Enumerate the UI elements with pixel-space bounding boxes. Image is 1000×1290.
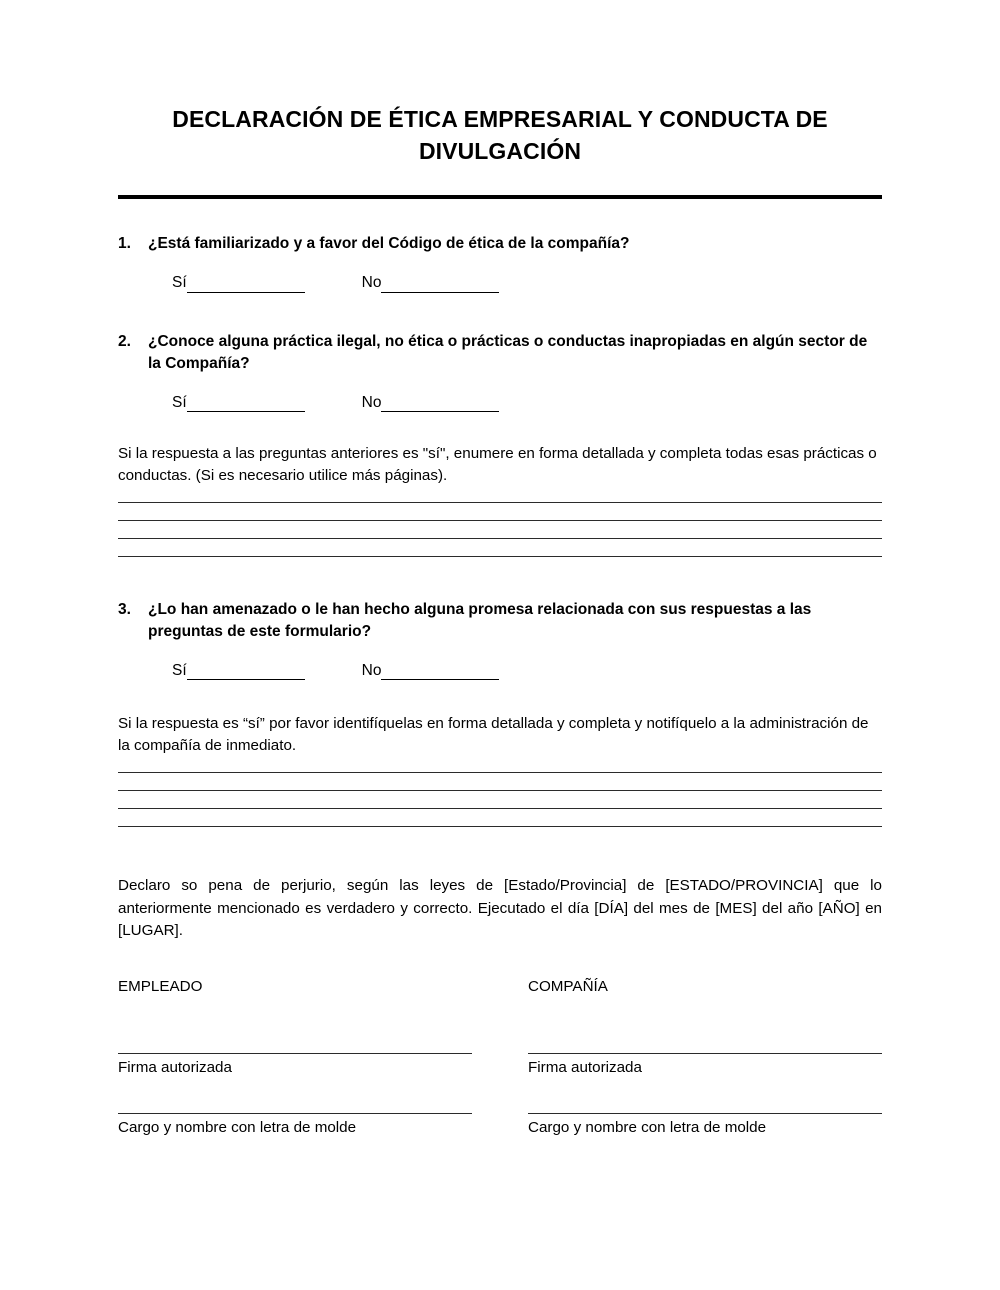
- company-title-slot[interactable]: [528, 1113, 882, 1138]
- answer-yes-label-1: Sí: [172, 274, 187, 292]
- answer-line[interactable]: [118, 772, 882, 773]
- question-2-text: ¿Conoce alguna práctica ilegal, no ética o prácticas o conductas inapropiadas en algún sector de la Compañía?: [148, 332, 868, 372]
- instruction-after-question-2: Si la respuesta a las preguntas anteriores es "sí", enumere en forma detallada y completa todas esas prácticas o conductas. (Si es necesario utilice más páginas).: [118, 444, 877, 484]
- signature-area: [118, 977, 882, 1138]
- answer-lines-section-1: [118, 502, 882, 557]
- employee-signature-caption: Firma autorizada: [118, 1058, 232, 1076]
- question-2-number: 2.: [118, 332, 131, 350]
- answer-line[interactable]: [118, 808, 882, 809]
- question-3: [118, 599, 882, 643]
- question-3-text: ¿Lo han amenazado o le han hecho alguna promesa relacionada con sus respuestas a las preguntas de este formulario?: [148, 601, 812, 640]
- question-1-number: 1.: [118, 235, 131, 253]
- question-2: [118, 331, 882, 375]
- employee-title-caption: Cargo y nombre con letra de molde: [118, 1119, 357, 1137]
- answer-no-3[interactable]: [362, 661, 500, 681]
- answer-no-blank-1[interactable]: [381, 277, 499, 293]
- answer-no-blank-3[interactable]: [381, 664, 499, 680]
- answer-line[interactable]: [118, 502, 882, 503]
- answer-yes-blank-3[interactable]: [187, 664, 305, 680]
- question-3-number: 3.: [118, 601, 131, 618]
- question-1: [118, 233, 882, 255]
- answer-no-label-3: No: [361, 662, 382, 679]
- question-1-text: ¿Está familiarizado y a favor del Código de ética de la compañía?: [148, 235, 630, 253]
- answer-no-2[interactable]: [362, 393, 500, 413]
- page-title: DECLARACIÓN DE ÉTICA EMPRESARIAL Y CONDUCTA DE DIVULGACIÓN: [172, 106, 828, 164]
- answer-no-blank-2[interactable]: [381, 396, 499, 412]
- answer-line[interactable]: [118, 538, 882, 539]
- answer-yes-blank-1[interactable]: [187, 277, 305, 293]
- company-heading: COMPAÑÍA: [528, 977, 608, 995]
- answer-no-1[interactable]: [362, 273, 500, 293]
- answer-yes-blank-2[interactable]: [187, 396, 305, 412]
- company-signature-caption: Firma autorizada: [528, 1058, 642, 1076]
- declaration-paragraph: Declaro so pena de perjurio, según las leyes de [Estado/Provincia] de [ESTADO/PROVINCIA] que lo anteriormente mencionado es verdadero y correcto. Ejecutado el día [DÍA] del mes de [MES] del año [AÑO] en [LUGAR].: [118, 877, 882, 940]
- employee-heading: EMPLEADO: [118, 977, 203, 995]
- answer-yes-2[interactable]: [172, 393, 305, 413]
- answer-no-label-2: No: [361, 393, 382, 411]
- employee-signature-slot[interactable]: [118, 1053, 472, 1078]
- answer-line[interactable]: [118, 790, 882, 791]
- answer-line[interactable]: [118, 826, 882, 827]
- answer-lines-section-2: [118, 772, 882, 827]
- answer-yes-label-2: Sí: [172, 393, 187, 411]
- signature-column-employee: [118, 977, 472, 1138]
- signature-column-company: [528, 977, 882, 1138]
- answer-line[interactable]: [118, 556, 882, 557]
- question-block-2: [118, 331, 882, 413]
- question-block-1: [118, 233, 882, 293]
- answer-row-3: [118, 661, 882, 681]
- header-divider: [118, 195, 882, 199]
- answer-yes-label-3: Sí: [172, 662, 187, 679]
- answer-yes-3[interactable]: [172, 661, 305, 681]
- answer-yes-1[interactable]: [172, 273, 305, 293]
- employee-title-slot[interactable]: [118, 1113, 472, 1138]
- question-block-3: [118, 599, 882, 681]
- answer-row-1: [118, 273, 882, 293]
- company-title-caption: Cargo y nombre con letra de molde: [528, 1119, 767, 1137]
- instruction-after-question-3: Si la respuesta es “sí” por favor identifíquelas en forma detallada y completa y notifíquelo a la administración de la compañía de inmediato.: [118, 715, 869, 755]
- answer-no-label-1: No: [361, 274, 382, 292]
- answer-line[interactable]: [118, 520, 882, 521]
- answer-row-2: [118, 393, 882, 413]
- company-signature-slot[interactable]: [528, 1053, 882, 1078]
